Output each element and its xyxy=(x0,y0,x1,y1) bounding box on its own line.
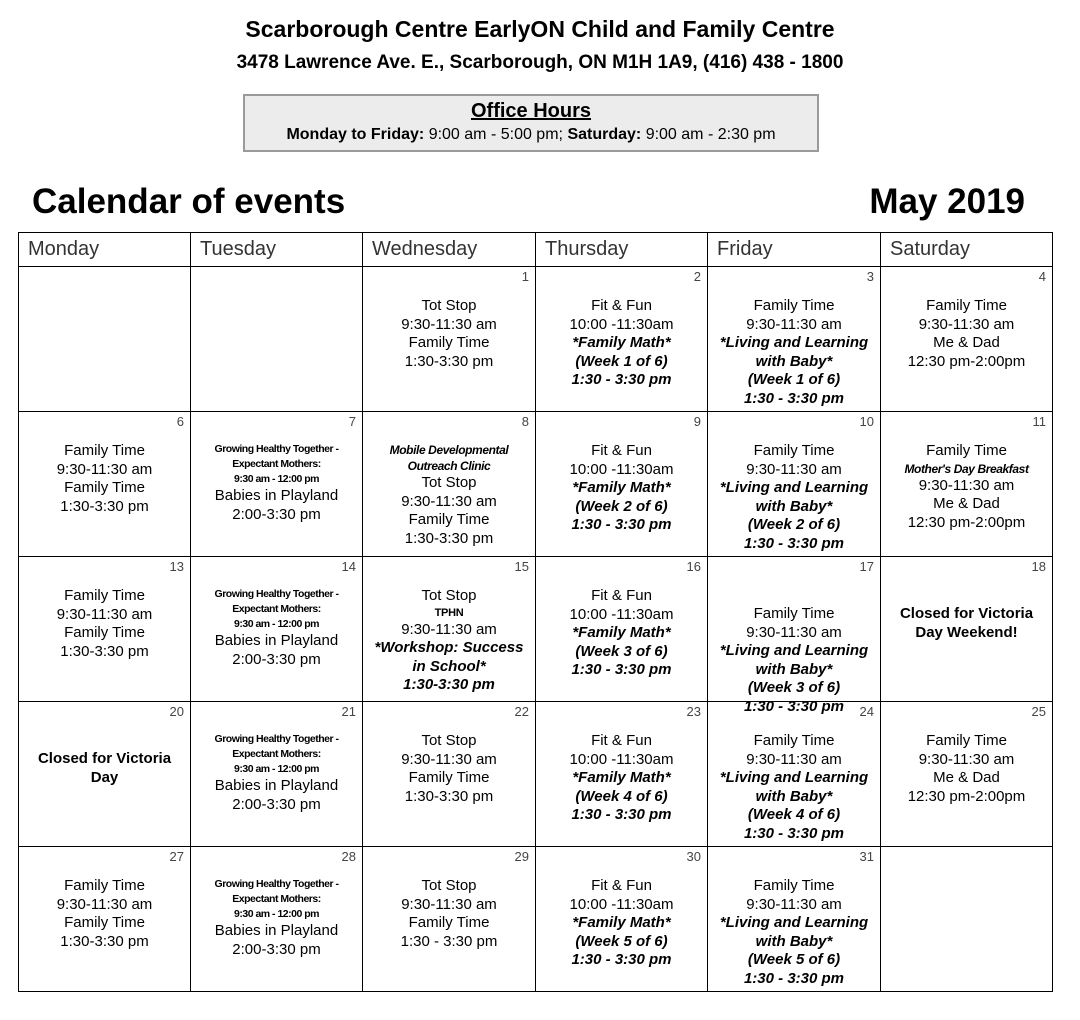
day-cell xyxy=(708,412,881,557)
day-cell xyxy=(536,557,708,702)
event-line: 9:30-11:30 am xyxy=(746,623,842,641)
day-events xyxy=(22,442,187,516)
event-line: Me & Dad xyxy=(933,334,1000,351)
event-line: Fit & Fun xyxy=(591,297,652,314)
event-line: Expectant Mothers: xyxy=(232,893,321,905)
event-line: Me & Dad xyxy=(933,769,1000,786)
event-line: Family Time xyxy=(926,297,1007,314)
day-cell xyxy=(19,412,191,557)
event-line: Family Time xyxy=(408,914,490,931)
event-line: Fit & Fun xyxy=(591,732,652,749)
event-line: Tot Stop xyxy=(421,587,477,604)
event-line: (Week 1 of 6) xyxy=(575,352,668,370)
event-line: Family Time xyxy=(64,624,145,641)
event-line: *Family Math* xyxy=(572,624,671,641)
weekday-hours: 9:00 am - 5:00 pm; xyxy=(428,126,563,143)
day-number: 9 xyxy=(693,414,701,429)
event-line: Closed for Victoria xyxy=(899,605,1034,622)
day-cell xyxy=(191,557,363,702)
day-cell xyxy=(881,702,1053,847)
event-line: Babies in Playland xyxy=(214,922,339,939)
event-line: (Week 1 of 6) xyxy=(747,371,841,388)
event-line: Growing Healthy Together - xyxy=(214,878,339,890)
day-events xyxy=(884,442,1049,532)
event-line: (Week 3 of 6) xyxy=(747,679,841,696)
day-number: 29 xyxy=(514,849,529,864)
event-line: 9:30-11:30 am xyxy=(746,460,842,478)
event-line: (Week 4 of 6) xyxy=(575,787,668,805)
event-line: 9:30 am - 12:00 pm xyxy=(234,763,319,775)
day-events xyxy=(711,732,877,843)
day-events xyxy=(366,587,532,695)
day-number: 28 xyxy=(341,849,356,864)
saturday-label: Saturday: xyxy=(567,126,642,143)
day-events xyxy=(366,442,532,548)
event-line: Babies in Playland xyxy=(214,632,339,649)
event-line: Expectant Mothers: xyxy=(232,748,321,760)
event-line: Family Time xyxy=(64,914,145,931)
event-line: 1:30-3:30 pm xyxy=(404,352,494,370)
day-cell xyxy=(363,702,536,847)
day-events xyxy=(884,605,1049,642)
day-cell xyxy=(536,412,708,557)
event-line: 1:30-3:30 pm xyxy=(403,676,495,693)
day-events xyxy=(194,587,359,669)
event-line: *Workshop: Success xyxy=(374,639,524,656)
week-row xyxy=(19,702,1053,847)
day-events xyxy=(22,750,187,787)
event-line: 10:00 -11:30am xyxy=(569,460,674,478)
event-line: Family Time xyxy=(753,877,835,894)
event-line: 12:30 pm-2:00pm xyxy=(907,787,1026,805)
event-line: 9:30-11:30 am xyxy=(746,895,842,913)
day-number: 23 xyxy=(686,704,701,719)
event-line: with Baby* xyxy=(755,660,833,678)
day-cell xyxy=(708,267,881,412)
event-line: 9:30-11:30 am xyxy=(746,750,842,768)
event-line: 1:30 - 3:30 pm xyxy=(571,661,672,678)
event-line: *Living and Learning xyxy=(719,914,869,931)
event-line: Fit & Fun xyxy=(591,587,652,604)
event-line: 10:00 -11:30am xyxy=(569,750,674,768)
event-line: Family Time xyxy=(408,769,490,786)
event-line: Family Time xyxy=(753,297,835,314)
event-line: TPHN xyxy=(434,606,464,619)
event-line: 1:30-3:30 pm xyxy=(60,497,149,515)
day-cell xyxy=(363,267,536,412)
day-events xyxy=(539,877,704,970)
event-line: *Family Math* xyxy=(572,769,671,786)
week-row xyxy=(19,267,1053,412)
day-events xyxy=(539,297,704,390)
day-cell xyxy=(708,847,881,992)
day-number: 10 xyxy=(859,414,874,429)
event-line: 12:30 pm-2:00pm xyxy=(907,513,1026,531)
calendar-grid xyxy=(18,232,1053,992)
day-events xyxy=(539,587,704,680)
day-events xyxy=(711,877,877,988)
event-line: (Week 5 of 6) xyxy=(575,932,668,950)
event-line: Family Time xyxy=(753,732,835,749)
day-events xyxy=(711,297,877,408)
event-line: Growing Healthy Together - xyxy=(214,588,339,600)
day-number: 3 xyxy=(866,269,874,284)
event-line: 1:30-3:30 pm xyxy=(404,529,494,547)
event-line: 9:30-11:30 am xyxy=(401,750,497,768)
day-number: 21 xyxy=(341,704,356,719)
event-line: 9:30-11:30 am xyxy=(401,315,497,333)
event-line: with Baby* xyxy=(755,932,833,950)
day-cell xyxy=(363,847,536,992)
event-line: 1:30 - 3:30 pm xyxy=(743,389,845,407)
day-cell xyxy=(881,267,1053,412)
office-hours-line xyxy=(245,126,817,144)
office-hours-box xyxy=(243,94,819,152)
event-line: 1:30 - 3:30 pm xyxy=(400,932,498,950)
day-cell xyxy=(363,412,536,557)
day-number: 22 xyxy=(514,704,529,719)
event-line: Closed for Victoria xyxy=(37,750,172,767)
event-line: (Week 5 of 6) xyxy=(747,951,841,968)
day-number: 31 xyxy=(859,849,874,864)
event-line: Family Time xyxy=(408,334,490,351)
event-line: *Family Math* xyxy=(572,334,671,351)
event-line: Family Time xyxy=(753,605,835,622)
event-line: with Baby* xyxy=(755,787,833,805)
event-line: 2:00-3:30 pm xyxy=(232,940,321,958)
day-number: 25 xyxy=(1031,704,1046,719)
day-number: 1 xyxy=(521,269,529,284)
week-row xyxy=(19,847,1053,992)
event-line: *Living and Learning xyxy=(719,769,869,786)
event-line: 12:30 pm-2:00pm xyxy=(907,352,1026,370)
event-line: Babies in Playland xyxy=(214,777,339,794)
day-cell xyxy=(536,702,708,847)
event-line: Mother's Day Breakfast xyxy=(904,461,1029,476)
weekday-header: Thursday xyxy=(536,233,708,267)
day-cell xyxy=(19,847,191,992)
event-line: with Baby* xyxy=(755,352,833,370)
saturday-hours: 9:00 am - 2:30 pm xyxy=(645,126,776,143)
office-hours-title: Office Hours xyxy=(470,100,592,122)
event-line: (Week 2 of 6) xyxy=(747,516,841,533)
day-number: 13 xyxy=(169,559,184,574)
day-cell xyxy=(191,412,363,557)
day-number: 24 xyxy=(859,704,874,719)
week-row xyxy=(19,557,1053,702)
day-events xyxy=(711,442,877,553)
day-events xyxy=(884,732,1049,806)
event-line: Growing Healthy Together - xyxy=(214,443,339,455)
weekday-header: Friday xyxy=(708,233,881,267)
event-line: (Week 2 of 6) xyxy=(575,497,668,515)
event-line: in School* xyxy=(412,657,486,675)
event-line: 10:00 -11:30am xyxy=(569,895,674,913)
event-line: Family Time xyxy=(408,511,490,528)
event-line: 1:30 - 3:30 pm xyxy=(743,824,845,842)
day-number: 14 xyxy=(341,559,356,574)
day-cell xyxy=(881,412,1053,557)
day-events xyxy=(539,442,704,535)
event-line: 9:30-11:30 am xyxy=(56,895,153,913)
day-number: 2 xyxy=(693,269,701,284)
event-line: 1:30 - 3:30 pm xyxy=(571,371,672,388)
event-line: 9:30-11:30 am xyxy=(918,750,1015,768)
event-line: 2:00-3:30 pm xyxy=(232,795,321,813)
event-line: 9:30-11:30 am xyxy=(401,492,497,510)
day-number: 6 xyxy=(176,414,184,429)
event-line: Fit & Fun xyxy=(591,442,652,459)
day-number: 8 xyxy=(521,414,529,429)
day-number: 16 xyxy=(686,559,701,574)
day-number: 11 xyxy=(1032,414,1046,429)
event-line: Family Time xyxy=(64,442,145,459)
day-cell xyxy=(19,702,191,847)
event-line: Family Time xyxy=(753,442,835,459)
event-line: 9:30-11:30 am xyxy=(401,895,497,913)
event-line: (Week 3 of 6) xyxy=(575,642,668,660)
event-line: 9:30 am - 12:00 pm xyxy=(234,908,319,920)
event-line: 1:30 - 3:30 pm xyxy=(571,951,672,968)
day-events xyxy=(884,297,1049,371)
event-line: Outreach Clinic xyxy=(407,459,491,473)
event-line: Family Time xyxy=(64,587,145,604)
event-line: 9:30-11:30 am xyxy=(401,620,497,638)
day-number: 18 xyxy=(1031,559,1046,574)
event-line: Tot Stop xyxy=(421,877,477,894)
event-line: with Baby* xyxy=(755,497,833,515)
event-line: Family Time xyxy=(64,877,145,894)
event-line: Tot Stop xyxy=(421,732,477,749)
weekday-header: Saturday xyxy=(881,233,1053,267)
org-address: 3478 Lawrence Ave. E., Scarborough, ON M1H 1A9, (416) 438 - 1800 xyxy=(236,52,844,73)
day-number: 27 xyxy=(169,849,184,864)
day-cell-empty xyxy=(191,267,363,412)
event-line: *Family Math* xyxy=(572,479,671,496)
day-events xyxy=(539,732,704,825)
day-cell-empty xyxy=(881,847,1053,992)
event-line: 9:30-11:30 am xyxy=(746,315,842,333)
day-cell xyxy=(363,557,536,702)
day-cell xyxy=(881,557,1053,702)
event-line: 1:30 - 3:30 pm xyxy=(743,697,845,715)
day-cell xyxy=(191,847,363,992)
weekday-header: Monday xyxy=(19,233,191,267)
event-line: 2:00-3:30 pm xyxy=(232,505,321,523)
event-line: 1:30-3:30 pm xyxy=(60,932,149,950)
event-line: *Living and Learning xyxy=(719,642,869,659)
event-line: Tot Stop xyxy=(421,474,477,491)
day-cell xyxy=(536,847,708,992)
event-line: *Family Math* xyxy=(572,914,671,931)
event-line: 1:30 - 3:30 pm xyxy=(571,516,672,533)
day-events xyxy=(711,605,877,716)
day-cell xyxy=(536,267,708,412)
day-cell xyxy=(191,702,363,847)
weekday-header: Tuesday xyxy=(191,233,363,267)
day-cell-empty xyxy=(19,267,191,412)
event-line: Tot Stop xyxy=(421,297,477,314)
weekday-header: Wednesday xyxy=(363,233,536,267)
calendar-title: Calendar of events xyxy=(32,182,346,221)
event-line: 1:30 - 3:30 pm xyxy=(743,534,845,552)
day-events xyxy=(194,877,359,959)
event-line: 9:30 am - 12:00 pm xyxy=(234,618,319,630)
event-line: Family Time xyxy=(926,732,1007,749)
day-number: 30 xyxy=(686,849,701,864)
day-events xyxy=(22,877,187,951)
day-events xyxy=(366,297,532,371)
org-name: Scarborough Centre EarlyON Child and Family Centre xyxy=(245,16,835,42)
event-line: 2:00-3:30 pm xyxy=(232,650,321,668)
day-events xyxy=(366,732,532,806)
weekday-header-row xyxy=(19,233,1053,267)
event-line: *Living and Learning xyxy=(719,334,869,351)
event-line: Expectant Mothers: xyxy=(232,458,321,470)
day-number: 20 xyxy=(169,704,184,719)
day-number: 15 xyxy=(514,559,529,574)
day-events xyxy=(22,587,187,661)
weekday-label: Monday to Friday: xyxy=(286,126,425,143)
event-line: Me & Dad xyxy=(933,495,1000,512)
event-line: Family Time xyxy=(926,442,1007,459)
day-events xyxy=(194,732,359,814)
event-line: 1:30 - 3:30 pm xyxy=(743,969,845,987)
event-line: 1:30 - 3:30 pm xyxy=(571,806,672,823)
day-cell xyxy=(708,702,881,847)
day-number: 17 xyxy=(859,559,874,574)
event-line: Mobile Developmental xyxy=(389,443,509,457)
event-line: 9:30-11:30 am xyxy=(918,315,1015,333)
event-line: Growing Healthy Together - xyxy=(214,733,339,745)
event-line: Day Weekend! xyxy=(915,623,1018,641)
event-line: 10:00 -11:30am xyxy=(569,315,674,333)
event-line: Day xyxy=(90,768,119,786)
event-line: 9:30-11:30 am xyxy=(56,460,153,478)
day-number: 4 xyxy=(1038,269,1046,284)
event-line: 9:30-11:30 am xyxy=(918,476,1015,494)
day-number: 7 xyxy=(348,414,356,429)
event-line: 1:30-3:30 pm xyxy=(60,642,149,660)
event-line: Fit & Fun xyxy=(591,877,652,894)
week-row xyxy=(19,412,1053,557)
day-events xyxy=(194,442,359,524)
calendar-month: May 2019 xyxy=(869,182,1025,221)
event-line: 10:00 -11:30am xyxy=(569,605,674,623)
event-line: (Week 4 of 6) xyxy=(747,806,841,823)
event-line: 9:30 am - 12:00 pm xyxy=(234,473,319,485)
event-line: 9:30-11:30 am xyxy=(56,605,153,623)
event-line: 1:30-3:30 pm xyxy=(404,787,494,805)
event-line: Family Time xyxy=(64,479,145,496)
event-line: Expectant Mothers: xyxy=(232,603,321,615)
event-line: Babies in Playland xyxy=(214,487,339,504)
event-line: *Living and Learning xyxy=(719,479,869,496)
day-events xyxy=(366,877,532,951)
day-cell xyxy=(19,557,191,702)
